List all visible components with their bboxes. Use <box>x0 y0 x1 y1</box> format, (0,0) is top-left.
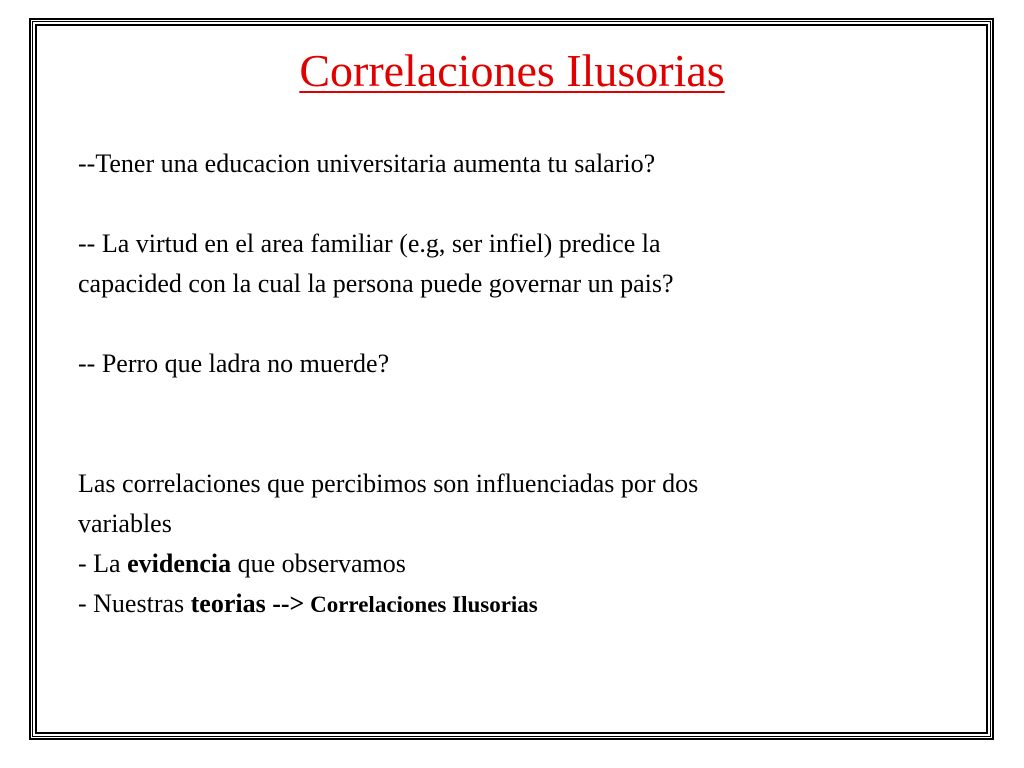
summary-line-1: Las correlaciones que percibimos son influenciadas por dos <box>78 469 699 498</box>
slide-body <box>78 144 938 625</box>
summary-item-evidence-suffix: que observamos <box>231 549 406 578</box>
summary-item-evidence-keyword: evidencia <box>127 549 232 578</box>
summary-item-theories-keyword: teorias --> <box>190 589 305 618</box>
question-education: --Tener una educacion universitaria aumenta tu salario? <box>78 149 656 178</box>
summary-item-theories-result: Correlaciones Ilusorias <box>304 592 538 617</box>
slide-title: Correlaciones Ilusorias <box>299 45 725 96</box>
question-dog: -- Perro que ladra no muerde? <box>78 349 390 378</box>
question-virtue-line-2: capacided con la cual la persona puede governar un pais? <box>78 269 674 298</box>
summary-item-theories <box>78 584 938 625</box>
spacer <box>78 304 938 344</box>
summary-item-theories-prefix: - Nuestras <box>78 589 191 618</box>
summary-item-evidence <box>78 544 938 584</box>
summary-line-2: variables <box>78 509 172 538</box>
summary-item-evidence-prefix: - La <box>78 549 128 578</box>
spacer <box>78 384 938 464</box>
question-virtue-line-1: -- La virtud en el area familiar (e.g, ser infiel) predice la <box>78 229 661 258</box>
spacer <box>78 184 938 224</box>
